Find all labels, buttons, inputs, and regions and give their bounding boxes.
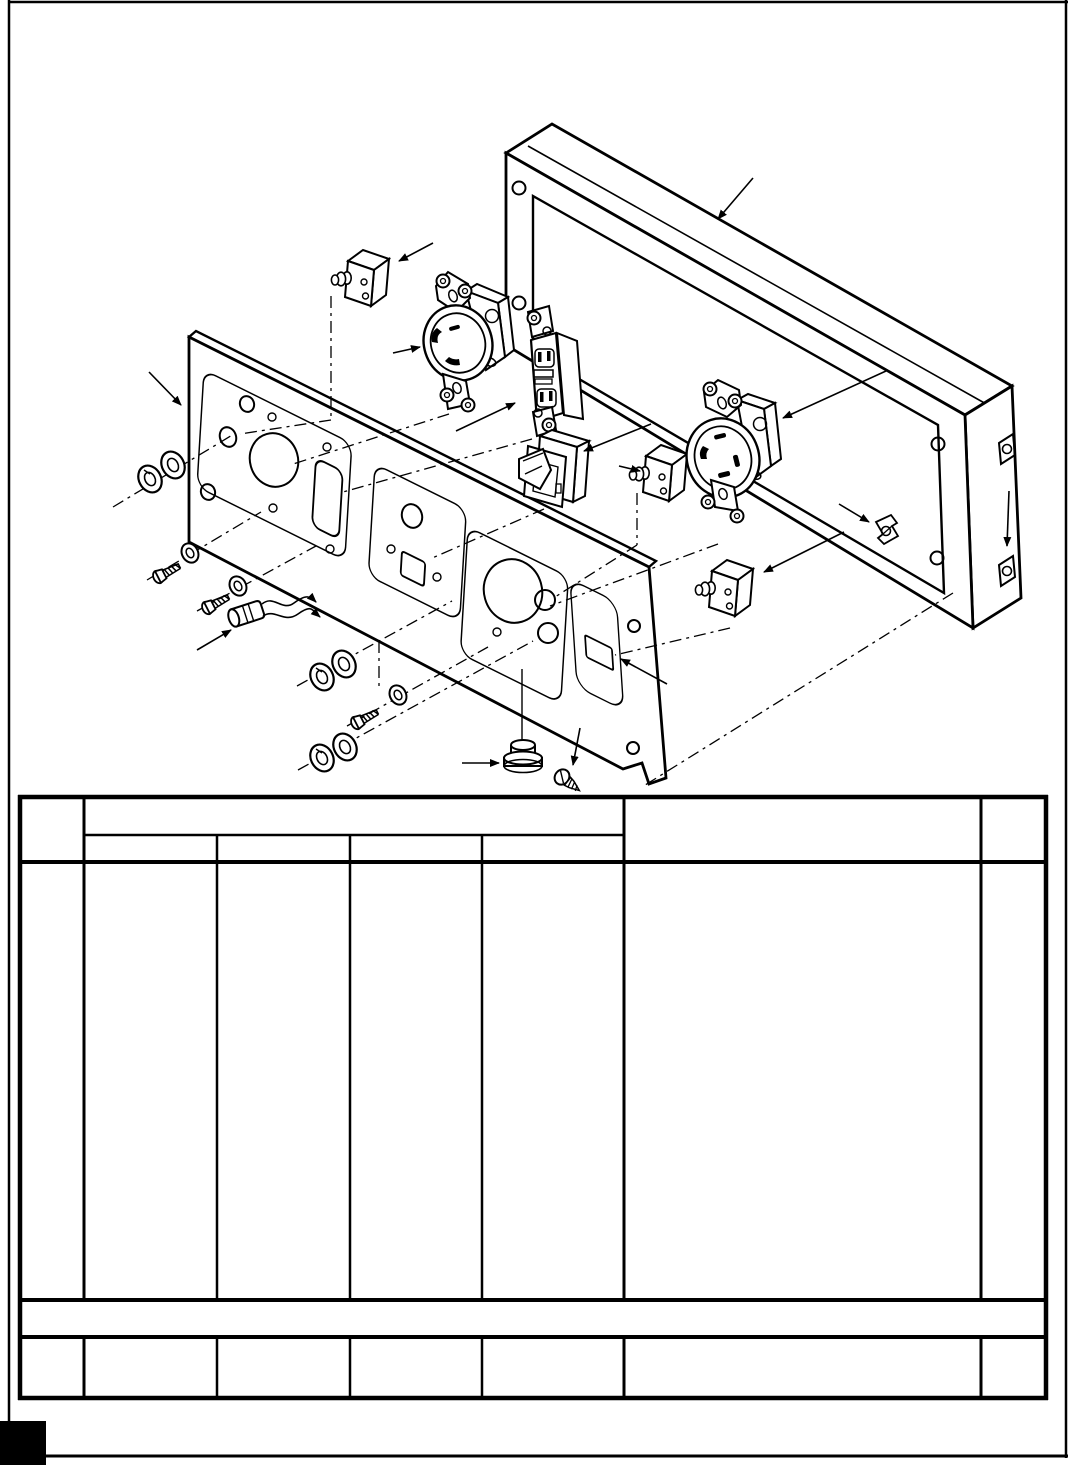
- machine-screw: [151, 560, 182, 585]
- flat-washer-small: [386, 682, 410, 707]
- mounting-tab-top: [528, 306, 554, 337]
- leader-arrow: [718, 178, 753, 219]
- circuit-breaker-bottom: [695, 560, 753, 616]
- rocker-switch: [519, 430, 589, 507]
- parts-table: [18, 795, 1048, 1400]
- flat-washer-small: [226, 573, 250, 598]
- leader-arrow: [149, 372, 181, 405]
- box-right-face: [965, 386, 1021, 628]
- exploded-view-diagram: [113, 124, 1021, 797]
- leader-arrow: [197, 630, 231, 650]
- circuit-breaker-top: [331, 250, 389, 306]
- machine-screw: [200, 591, 231, 616]
- tapping-screw: [552, 766, 585, 796]
- leader-arrow: [584, 424, 651, 451]
- page-footer: [0, 1421, 1068, 1465]
- twist-lock-receptacle-left: [414, 272, 514, 412]
- leader-arrow: [399, 243, 433, 261]
- wire-lead: [263, 609, 320, 618]
- leader-arrow: [393, 347, 420, 353]
- table-column-dividers: [84, 795, 981, 1398]
- machine-screw: [349, 706, 380, 731]
- panel-face: [189, 337, 666, 784]
- leader-arrow: [764, 532, 844, 572]
- page-number-block: [0, 1421, 46, 1465]
- circuit-breaker-middle: [629, 445, 687, 501]
